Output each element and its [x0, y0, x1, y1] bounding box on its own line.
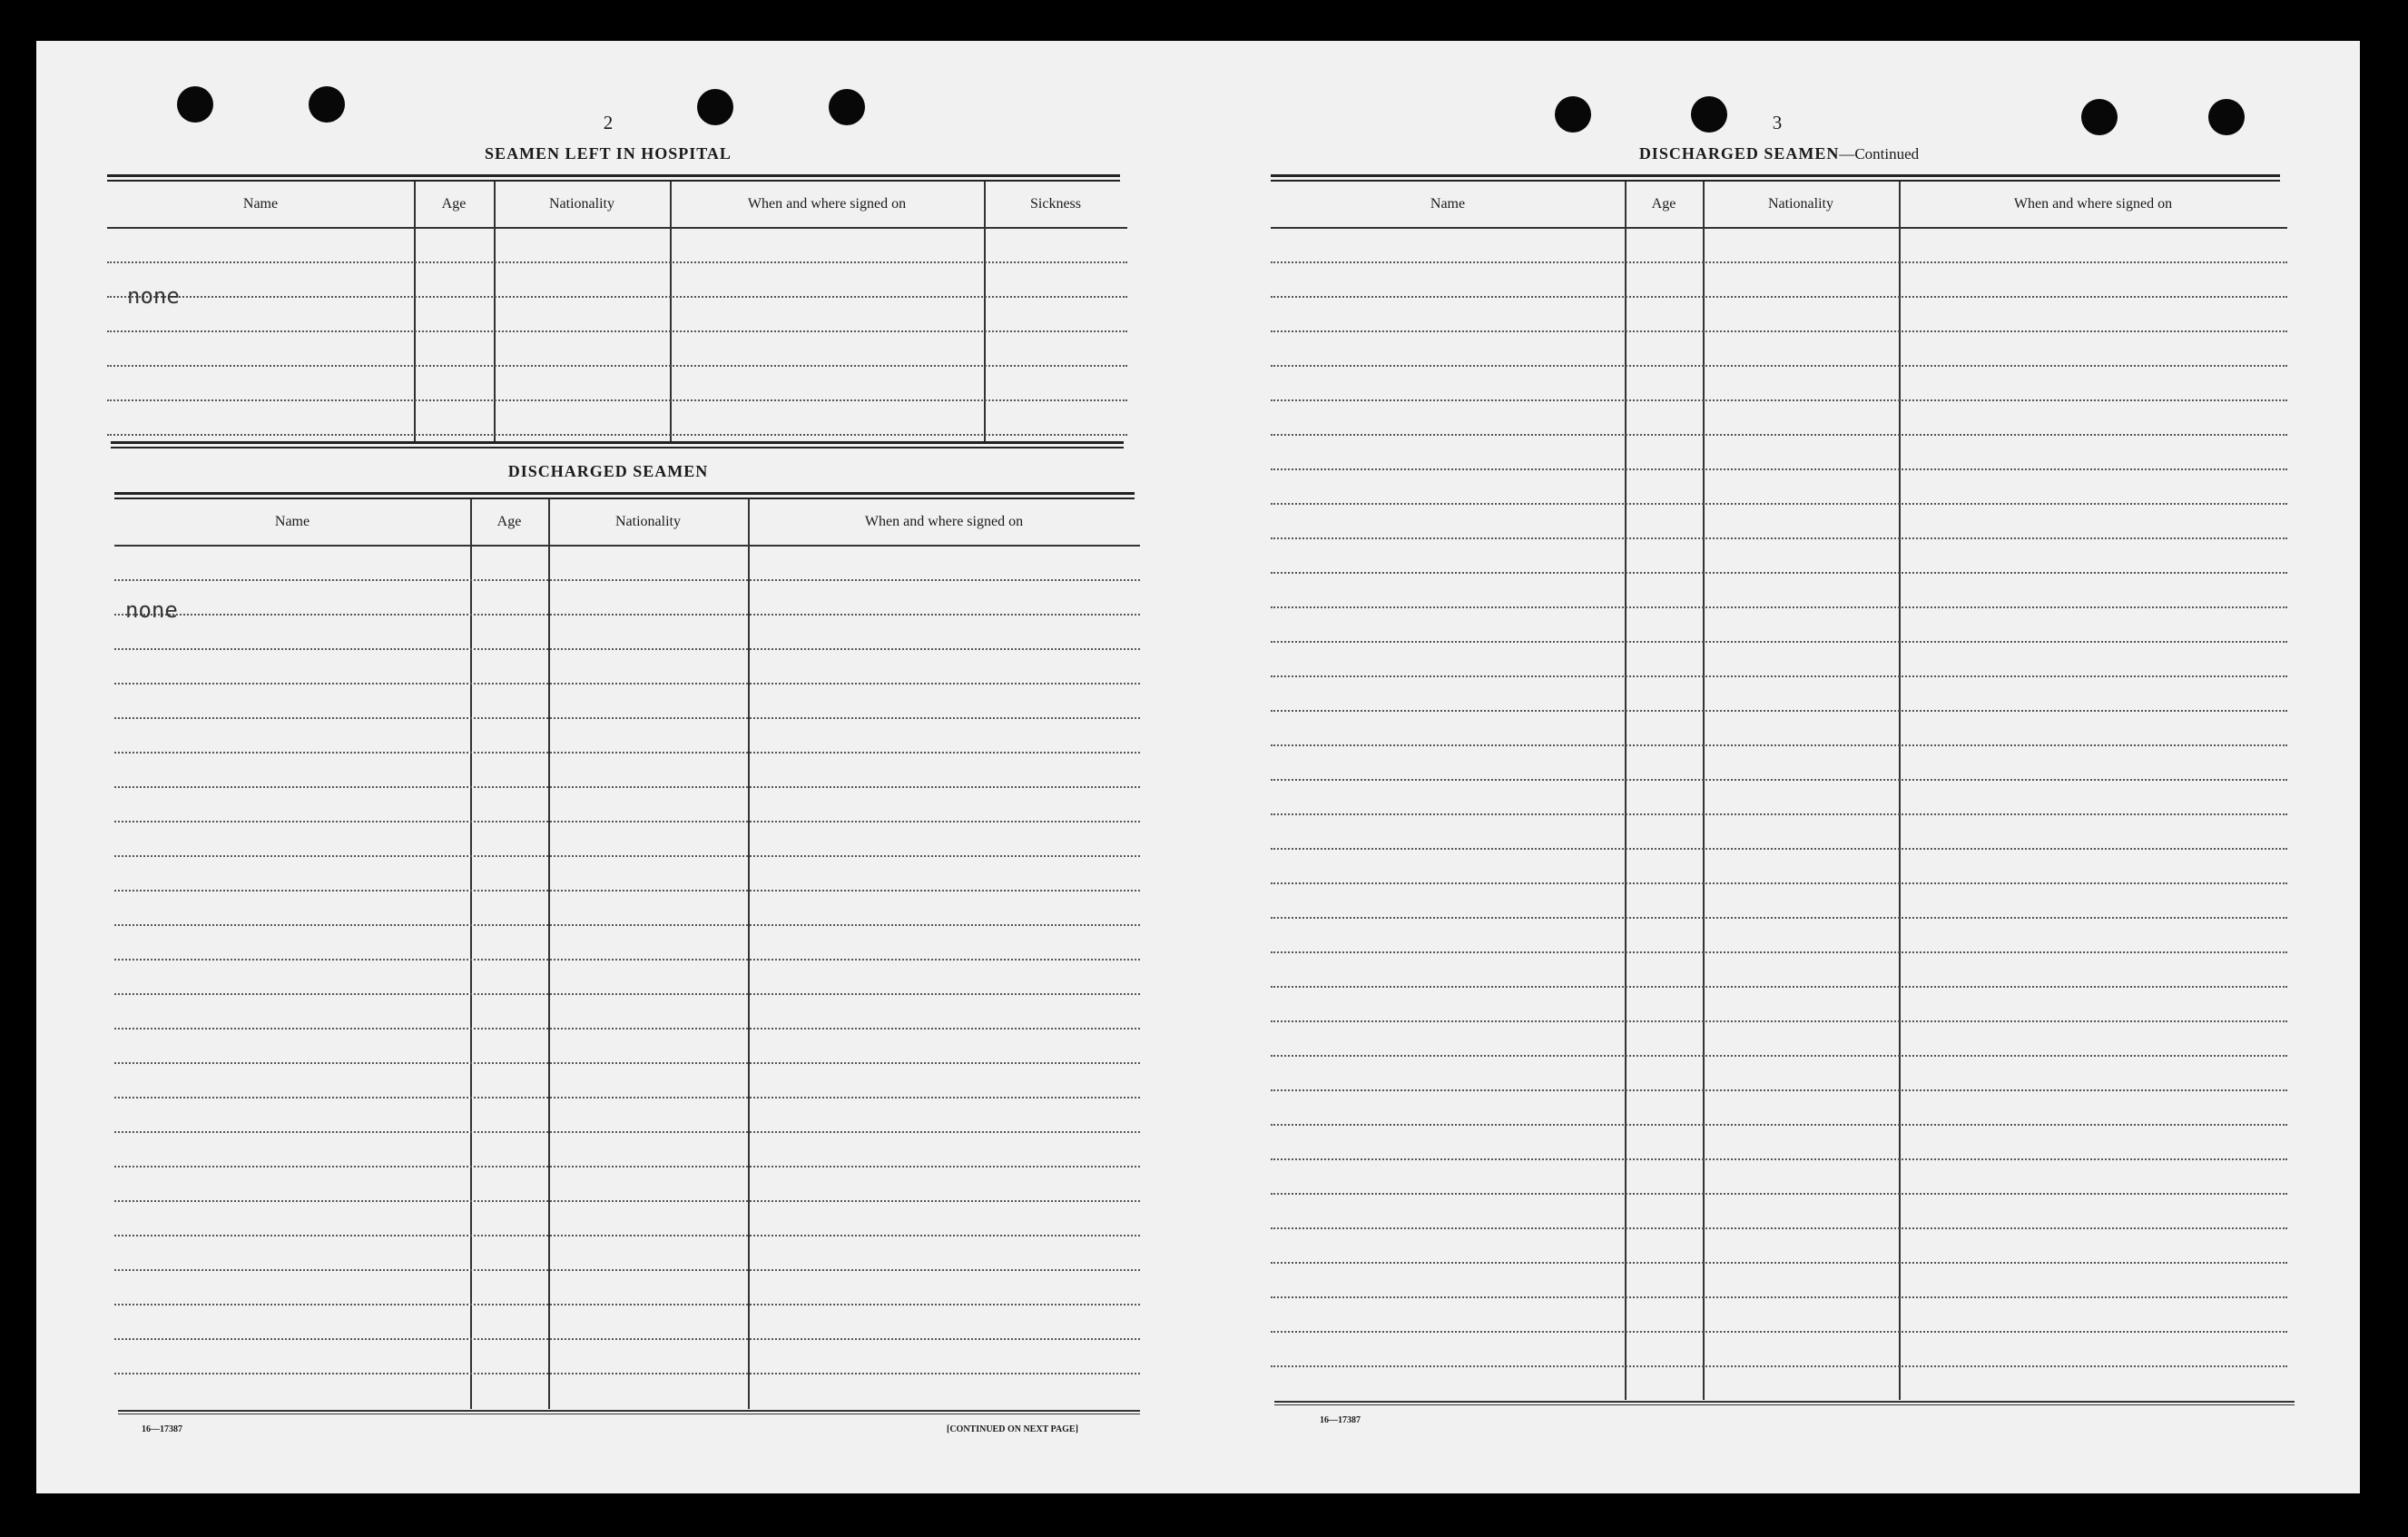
ruled-line	[1271, 986, 2287, 988]
ruled-line	[114, 924, 1140, 926]
ruled-line	[1271, 330, 2287, 332]
ruled-line	[114, 1235, 1140, 1236]
ruled-line	[114, 752, 1140, 754]
ruled-line	[1271, 1262, 2287, 1264]
ruled-line	[107, 261, 1127, 263]
table-rows	[1271, 227, 2287, 1400]
column-header-name: Name	[274, 514, 310, 529]
ruled-line	[1271, 744, 2287, 746]
ruled-line	[114, 648, 1140, 650]
left-page	[36, 41, 1198, 1493]
right-page	[1198, 41, 2360, 1493]
page-number: 2	[603, 112, 614, 133]
ruled-line	[114, 579, 1140, 581]
ruled-line	[1271, 1089, 2287, 1091]
ruled-line	[1271, 848, 2287, 850]
form-number: 16—17387	[142, 1424, 182, 1434]
ruled-line	[1271, 1227, 2287, 1229]
ruled-line	[1271, 675, 2287, 677]
document-sheet	[36, 41, 2360, 1493]
ruled-line	[1271, 261, 2287, 263]
ruled-line	[1271, 468, 2287, 470]
ruled-line	[1271, 710, 2287, 712]
discharged-table	[114, 499, 1140, 1409]
ruled-line	[114, 683, 1140, 685]
ruled-line	[114, 1131, 1140, 1133]
hospital-section-title: SEAMEN LEFT IN HOSPITAL	[485, 144, 732, 163]
column-header-name: Name	[1430, 196, 1466, 212]
ruled-line	[114, 1062, 1140, 1064]
ruled-line	[1271, 917, 2287, 919]
section-rule	[114, 492, 1135, 499]
column-header-nationality: Nationality	[615, 514, 681, 529]
ruled-line	[114, 855, 1140, 857]
bottom-rule	[118, 1410, 1140, 1414]
name-entry: none	[127, 283, 180, 309]
ruled-line	[1271, 1124, 2287, 1126]
ruled-line	[1271, 1020, 2287, 1022]
section-title-suffix: —Continued	[1839, 145, 1920, 163]
ruled-line	[114, 890, 1140, 892]
ruled-line	[1271, 503, 2287, 505]
ruled-line	[1271, 399, 2287, 401]
table-header	[1271, 182, 2287, 229]
ruled-line	[114, 1166, 1140, 1168]
form-number: 16—17387	[1320, 1415, 1361, 1425]
column-header-nationality: Nationality	[549, 196, 614, 212]
table-header	[114, 499, 1140, 547]
ruled-line	[1271, 641, 2287, 643]
discharged-continued-table	[1271, 182, 2287, 1400]
ruled-line	[1271, 296, 2287, 298]
ruled-line	[107, 399, 1127, 401]
column-header-signed-on: When and where signed on	[2013, 196, 2173, 212]
ruled-line	[1271, 537, 2287, 539]
ruled-line	[114, 1028, 1140, 1030]
discharged-continued-title	[1507, 144, 2051, 163]
ruled-line	[114, 1373, 1140, 1374]
column-header-age: Age	[1651, 196, 1676, 212]
section-title-main: DISCHARGED SEAMEN	[1638, 144, 1840, 163]
ruled-line	[114, 959, 1140, 961]
discharged-section-title: DISCHARGED SEAMEN	[507, 462, 709, 480]
ruled-line	[107, 365, 1127, 367]
ruled-line	[1271, 882, 2287, 884]
section-rule	[111, 441, 1124, 448]
column-header-age: Age	[441, 196, 467, 212]
ruled-line	[1271, 434, 2287, 436]
hospital-table	[107, 182, 1127, 442]
ruled-line	[114, 614, 1140, 616]
ruled-line	[1271, 813, 2287, 815]
ruled-line	[114, 993, 1140, 995]
column-header-name: Name	[242, 196, 279, 212]
ruled-line	[114, 1338, 1140, 1340]
ruled-line	[1271, 572, 2287, 574]
ruled-line	[114, 1269, 1140, 1271]
ruled-line	[1271, 1158, 2287, 1160]
name-entry: none	[125, 597, 178, 623]
ruled-line	[107, 296, 1127, 298]
column-header-signed-on: When and where signed on	[864, 514, 1024, 529]
ruled-line	[1271, 1055, 2287, 1057]
ruled-line	[1271, 606, 2287, 608]
ruled-line	[1271, 1193, 2287, 1195]
page-number: 3	[1772, 112, 1783, 133]
ruled-line	[114, 821, 1140, 823]
table-rows	[107, 227, 1127, 442]
ruled-line	[114, 1097, 1140, 1099]
column-header-sickness: Sickness	[1030, 196, 1081, 212]
section-rule	[107, 174, 1120, 182]
ruled-line	[1271, 951, 2287, 953]
ruled-line	[114, 717, 1140, 719]
table-header	[107, 182, 1127, 229]
column-header-signed-on: When and where signed on	[747, 196, 907, 212]
column-header-age: Age	[496, 514, 522, 529]
ruled-line	[114, 1304, 1140, 1305]
ruled-line	[1271, 365, 2287, 367]
ruled-line	[1271, 1296, 2287, 1298]
ruled-line	[114, 786, 1140, 788]
continued-note: [CONTINUED ON NEXT PAGE]	[947, 1424, 1078, 1434]
ruled-line	[1271, 779, 2287, 781]
ruled-line	[107, 434, 1127, 436]
ruled-line	[114, 1200, 1140, 1202]
ruled-line	[1271, 1331, 2287, 1333]
column-header-nationality: Nationality	[1768, 196, 1833, 212]
ruled-line	[1271, 1365, 2287, 1367]
section-rule	[1271, 174, 2280, 182]
table-rows	[114, 545, 1140, 1409]
bottom-rule	[1274, 1401, 2295, 1405]
ruled-line	[107, 330, 1127, 332]
